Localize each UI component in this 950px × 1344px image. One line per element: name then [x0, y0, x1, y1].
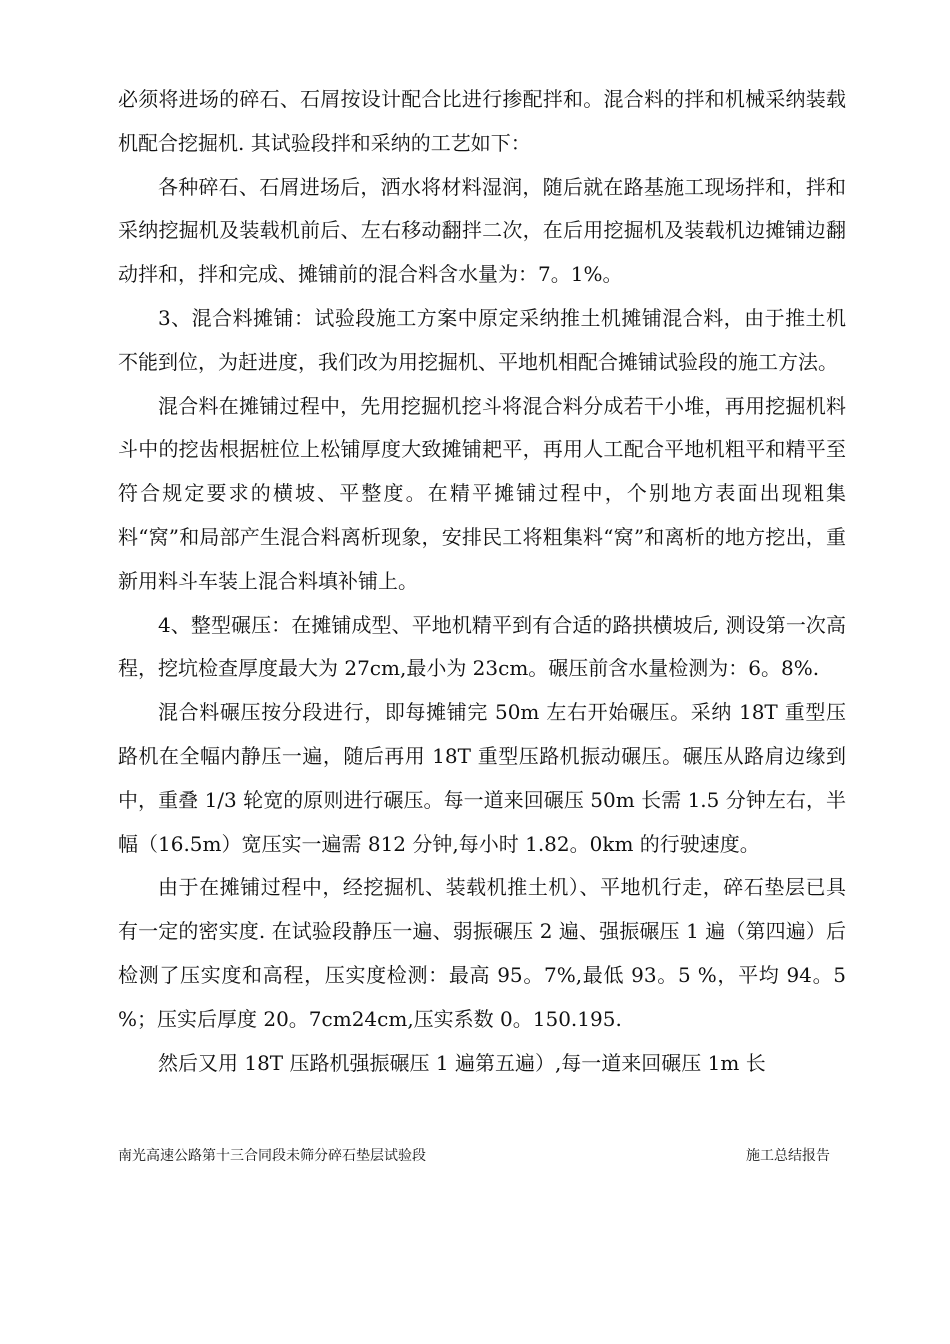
document-body: [118, 78, 846, 1085]
paragraph-mixing-intro: 必须将进场的碎石、石屑按设计配合比进行掺配拌和。混合料的拌和机械采纳装载机配合挖掘机. 其试验段拌和采纳的工艺如下：: [118, 87, 846, 155]
paragraph-section-4-compaction: 4、整型碾压：在摊铺成型、平地机精平到有合适的路拱横坡后, 测设第一次高程，挖坑检查厚度最大为 27cm,最小为 23cm。碾压前含水量检测为：6。8%.: [118, 612, 846, 681]
footer-report-title: 施工总结报告: [746, 1148, 830, 1164]
footer-project-title: 南光高速公路第十三合同段未筛分碎石垫层试验段: [118, 1148, 426, 1164]
paragraph-rolling-process: 混合料碾压按分段进行，即每摊铺完 50m 左右开始碾压。采纳 18T 重型压路机在全幅内静压一遍，随后再用 18T 重型压路机振动碾压。碾压从路肩边缘到中，重叠 1/3 轮宽的原则进行碾压。每一道来回碾压 50m 长需 1.5 分钟左右，半幅（16.5m）宽压实一遍需 812 分钟,每小时 1.82。0km 的行驶速度。: [118, 700, 846, 856]
paragraph-fifth-pass: 然后又用 18T 压路机强振碾压 1 遍第五遍）,每一道来回碾压 1m 长: [158, 1050, 766, 1075]
paragraph-mixing-process: 各种碎石、石屑进场后，洒水将材料湿润，随后就在路基施工现场拌和，拌和采纳挖掘机及装载机前后、左右移动翻拌二次，在后用挖掘机及装载机边摊铺边翻动拌和，拌和完成、摊铺前的混合料含水量为：7。1%。: [118, 174, 846, 287]
paragraph-section-3-paving: 3、混合料摊铺：试验段施工方案中原定采纳推土机摊铺混合料，由于推土机不能到位，为赶进度，我们改为用挖掘机、平地机相配合摊铺试验段的施工方法。: [118, 305, 846, 374]
paragraph-compaction-test: 由于在摊铺过程中，经挖掘机、装载机推土机）、平地机行走，碎石垫层已具有一定的密实度. 在试验段静压一遍、弱振碾压 2 遍、强振碾压 1 遍（第四遍）后检测了压实度和高程，压实度检测：最高 95。7%,最低 93。5 %，平均 94。5 %；压实后厚度 20。7cm24cm,压实系数 0。150.195.: [118, 875, 846, 1031]
paragraph-paving-process: 混合料在摊铺过程中，先用挖掘机挖斗将混合料分成若干小堆，再用挖掘机料斗中的挖齿根据桩位上松铺厚度大致摊铺耙平，再用人工配合平地机粗平和精平至符合规定要求的横坡、平整度。在精平摊铺过程中，个别地方表面出现粗集料“窝”和局部产生混合料离析现象，安排民工将粗集料“窝”和离析的地方挖出，重新用料斗车装上混合料填补铺上。: [118, 393, 846, 593]
